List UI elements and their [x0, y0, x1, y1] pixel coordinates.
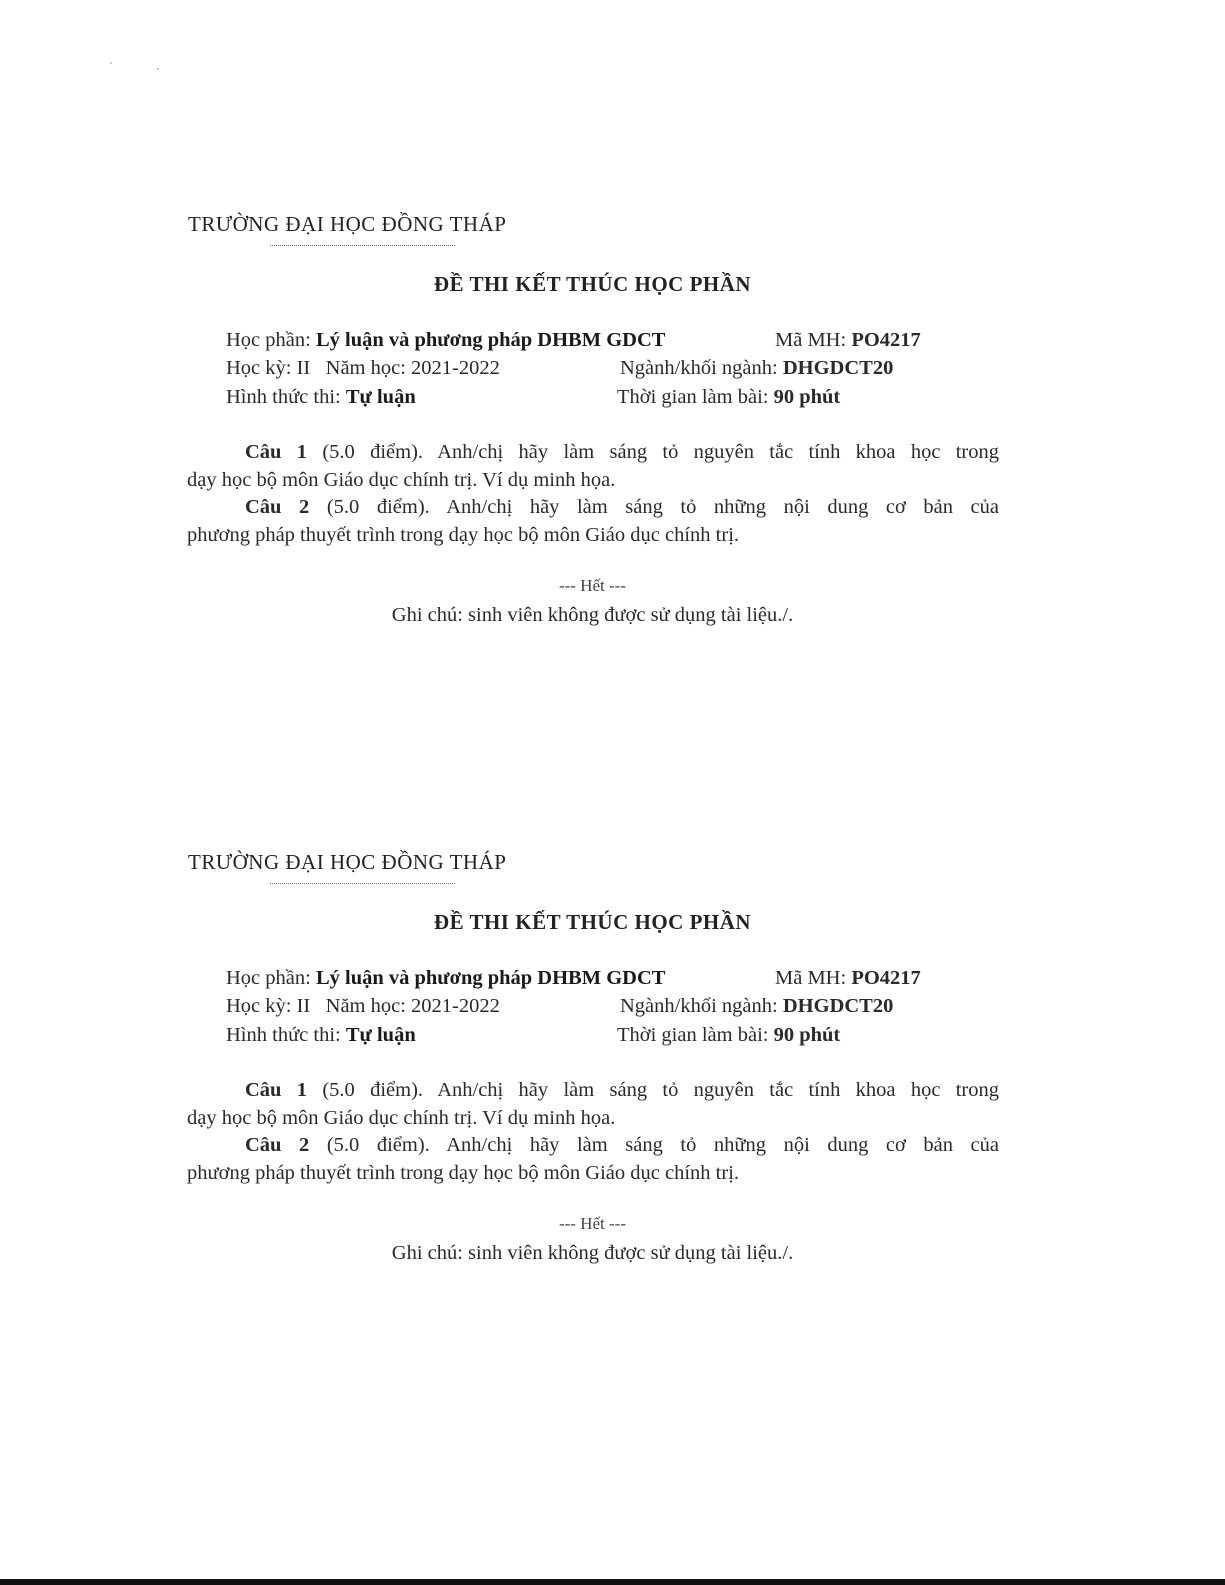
question-1-label: Câu 1 — [245, 1079, 308, 1101]
year-value: 2021-2022 — [411, 357, 500, 379]
exam-title: ĐỀ THI KẾT THÚC HỌC PHẦN — [433, 910, 752, 934]
code-value: PO4217 — [851, 329, 921, 351]
school-name: TRƯỜNG ĐẠI HỌC ĐỒNG THÁP — [188, 850, 507, 874]
question-2-label: Câu 2 — [245, 496, 310, 518]
code-label: Mã MH: — [775, 329, 847, 351]
format-value: Tự luận — [345, 386, 416, 408]
question-2 — [187, 1131, 999, 1187]
code-label: Mã MH: — [775, 967, 847, 989]
note: Ghi chú: sinh viên không được sử dụng tài liệu./. — [391, 604, 794, 626]
format-row — [226, 386, 416, 409]
course-row — [226, 329, 665, 352]
course-value: Lý luận và phương pháp DHBM GDCT — [315, 329, 666, 351]
question-2-text-line-2: phương pháp thuyết trình trong dạy học bộ môn Giáo dục chính trị. — [187, 524, 740, 546]
format-label: Hình thức thi: — [226, 386, 341, 408]
question-2 — [187, 493, 999, 549]
scan-bottom-edge — [0, 1579, 1225, 1585]
question-1 — [187, 438, 999, 494]
scan-speck — [157, 68, 159, 70]
end-mark: --- Hết --- — [558, 576, 626, 595]
question-1-text-line-2: dạy học bộ môn Giáo dục chính trị. Ví dụ minh họa. — [187, 469, 616, 491]
major-value: DHGDCT20 — [782, 357, 894, 379]
question-2-text-line-1: Anh/chị hãy làm sáng tỏ những nội dung cơ bản của — [446, 1134, 999, 1156]
major-value: DHGDCT20 — [782, 995, 894, 1017]
semester-value: II — [296, 357, 311, 379]
time-value: 90 phút — [773, 386, 841, 408]
question-1-points: (5.0 điểm). — [322, 441, 424, 463]
semester-row — [226, 995, 500, 1018]
question-2-text-line-2: phương pháp thuyết trình trong dạy học bộ môn Giáo dục chính trị. — [187, 1162, 740, 1184]
course-code — [775, 967, 921, 990]
year-label: Năm học: — [325, 357, 406, 379]
major-label: Ngành/khối ngành: — [620, 995, 778, 1017]
exam-sheet-bottom — [0, 850, 1225, 1320]
question-1-text-line-2: dạy học bộ môn Giáo dục chính trị. Ví dụ minh họa. — [187, 1107, 616, 1129]
question-1-text-line-1: Anh/chị hãy làm sáng tỏ nguyên tắc tính khoa học trong — [437, 1079, 999, 1101]
format-row — [226, 1024, 416, 1047]
time-label: Thời gian làm bài: — [617, 1024, 769, 1046]
scan-speck — [110, 62, 112, 64]
question-2-line-1 — [187, 1131, 999, 1159]
course-code — [775, 329, 921, 352]
semester-label: Học kỳ: — [226, 995, 292, 1017]
school-name: TRƯỜNG ĐẠI HỌC ĐỒNG THÁP — [188, 212, 507, 236]
question-1 — [187, 1076, 999, 1132]
time-value: 90 phút — [773, 1024, 841, 1046]
question-2-points: (5.0 điểm). — [326, 1134, 430, 1156]
semester-row — [226, 357, 500, 380]
school-underline — [270, 883, 455, 884]
format-label: Hình thức thi: — [226, 1024, 341, 1046]
school-underline — [270, 245, 455, 246]
question-2-points: (5.0 điểm). — [326, 496, 430, 518]
course-value: Lý luận và phương pháp DHBM GDCT — [315, 967, 666, 989]
question-1-line-1 — [187, 1076, 999, 1104]
course-label: Học phần: — [226, 967, 311, 989]
course-label: Học phần: — [226, 329, 311, 351]
major — [620, 357, 893, 380]
year-value: 2021-2022 — [411, 995, 500, 1017]
course-row — [226, 967, 665, 990]
question-1-points: (5.0 điểm). — [322, 1079, 424, 1101]
year-label: Năm học: — [325, 995, 406, 1017]
question-1-line-1 — [187, 438, 999, 466]
end-mark: --- Hết --- — [558, 1214, 626, 1233]
exam-title: ĐỀ THI KẾT THÚC HỌC PHẦN — [433, 272, 752, 296]
major-label: Ngành/khối ngành: — [620, 357, 778, 379]
question-2-label: Câu 2 — [245, 1134, 310, 1156]
note: Ghi chú: sinh viên không được sử dụng tài liệu./. — [391, 1242, 794, 1264]
duration — [617, 386, 840, 409]
format-value: Tự luận — [345, 1024, 416, 1046]
question-1-label: Câu 1 — [245, 441, 308, 463]
semester-value: II — [296, 995, 311, 1017]
question-2-text-line-1: Anh/chị hãy làm sáng tỏ những nội dung cơ bản của — [446, 496, 999, 518]
semester-label: Học kỳ: — [226, 357, 292, 379]
major — [620, 995, 893, 1018]
code-value: PO4217 — [851, 967, 921, 989]
question-1-text-line-1: Anh/chị hãy làm sáng tỏ nguyên tắc tính khoa học trong — [437, 441, 999, 463]
question-2-line-1 — [187, 493, 999, 521]
time-label: Thời gian làm bài: — [617, 386, 769, 408]
duration — [617, 1024, 840, 1047]
exam-sheet-top — [0, 212, 1225, 682]
